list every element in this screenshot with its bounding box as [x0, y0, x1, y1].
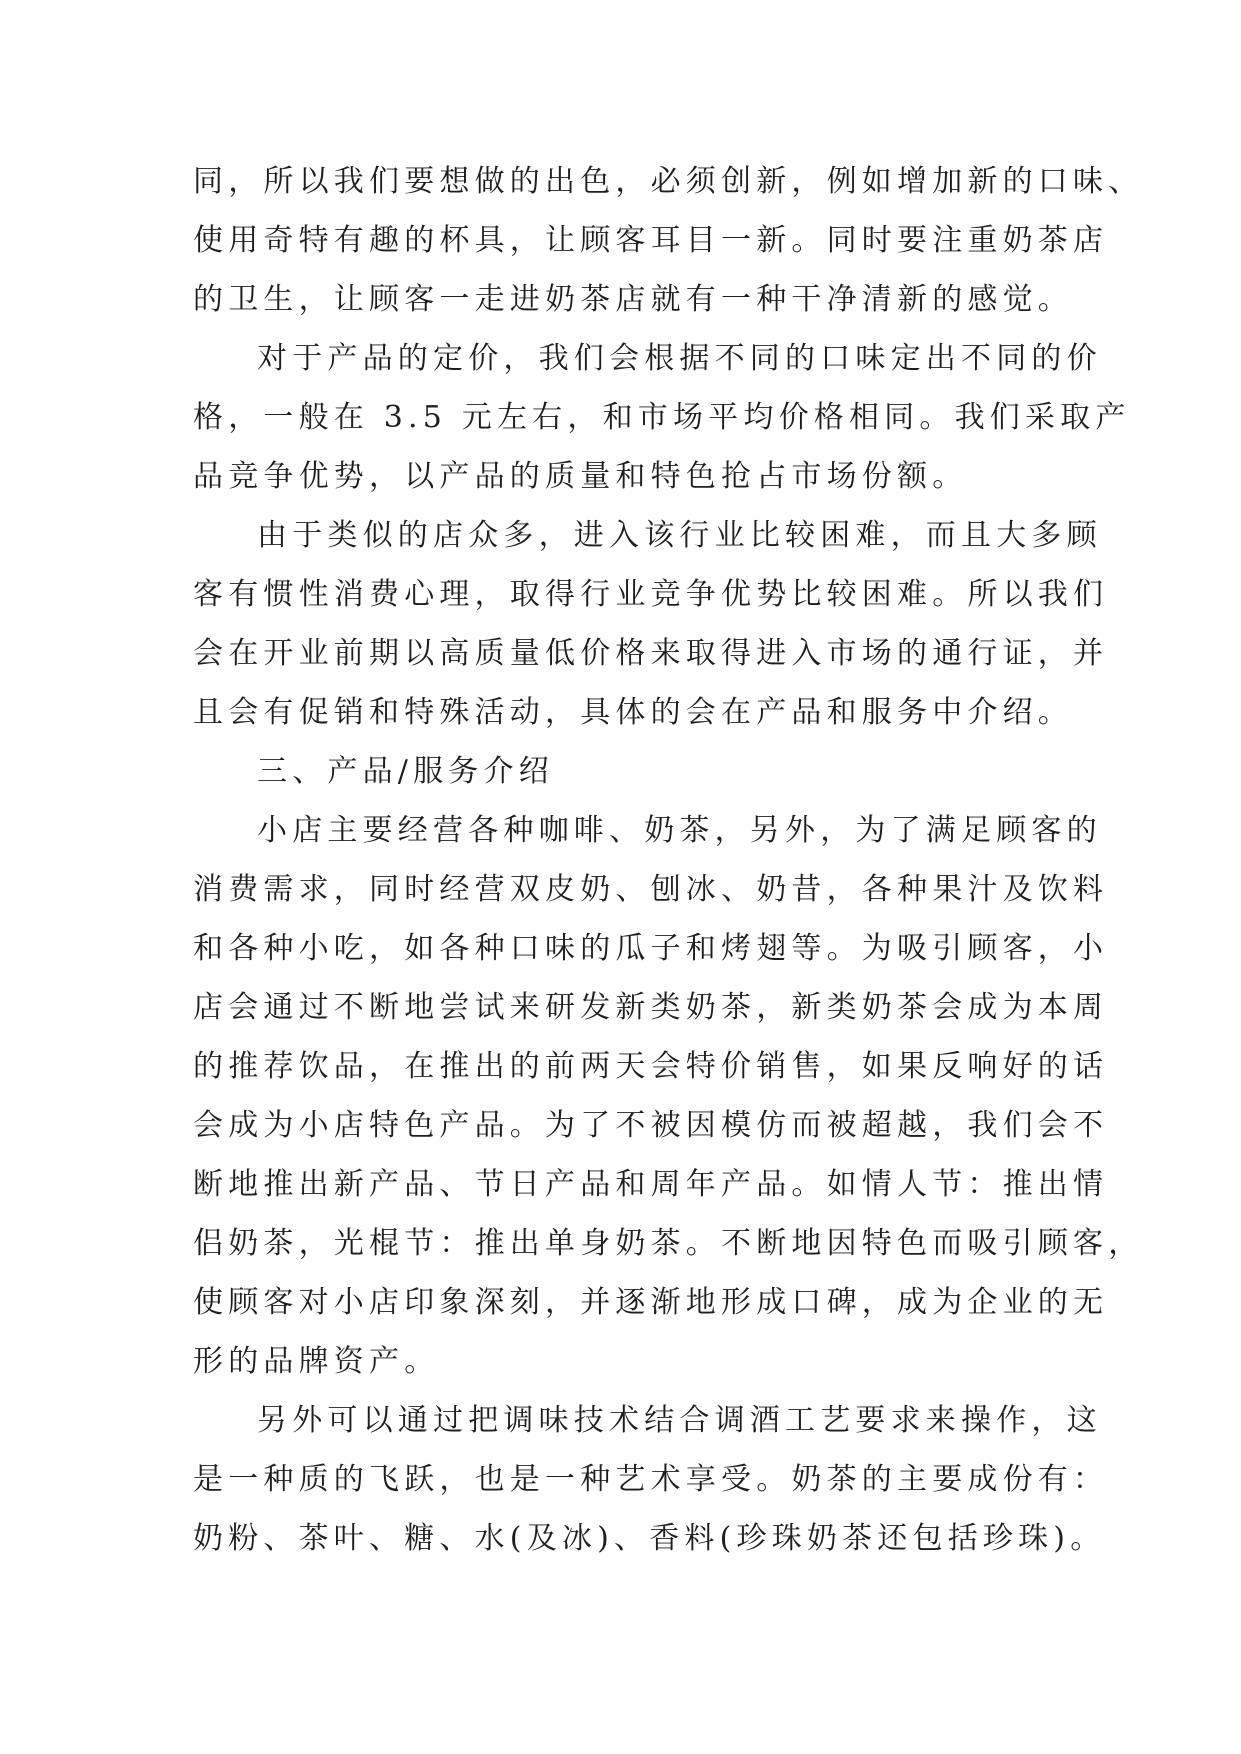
- text-line: 店会通过不断地尝试来研发新类奶茶，新类奶茶会成为本周: [193, 990, 1109, 1025]
- text-line: 会成为小店特色产品。为了不被因模仿而被超越，我们会不: [193, 1108, 1109, 1143]
- text-line: 侣奶茶，光棍节：推出单身奶茶。不断地因特色而吸引顾客，: [193, 1226, 1144, 1261]
- text-line: 形的品牌资产。: [193, 1344, 440, 1379]
- text-line: 和各种小吃，如各种口味的瓜子和烤翅等。为吸引顾客，小: [193, 931, 1109, 966]
- paragraph-first-line: 由于类似的店众多，进入该行业比较困难，而且大多顾: [257, 518, 1102, 553]
- text-line: 会在开业前期以高质量低价格来取得进入市场的通行证，并: [193, 636, 1109, 671]
- text-line: 奶粉、茶叶、糖、水(及冰)、香料(珍珠奶茶还包括珍珠)。: [193, 1521, 1106, 1556]
- text-line: 使用奇特有趣的杯具，让顾客耳目一新。同时要注重奶茶店: [193, 223, 1109, 258]
- paragraph-first-line: 对于产品的定价，我们会根据不同的口味定出不同的价: [257, 341, 1102, 376]
- text-line: 客有惯性消费心理，取得行业竞争优势比较困难。所以我们: [193, 577, 1109, 612]
- paragraph-first-line: 另外可以通过把调味技术结合调酒工艺要求来操作，这: [257, 1403, 1102, 1438]
- text-line: 消费需求，同时经营双皮奶、刨冰、奶昔，各种果汁及饮料: [193, 872, 1109, 907]
- paragraph-first-line: 小店主要经营各种咖啡、奶茶，另外，为了满足顾客的: [257, 813, 1102, 848]
- text-line: 使顾客对小店印象深刻，并逐渐地形成口碑，成为企业的无: [193, 1285, 1109, 1320]
- text-line: 断地推出新产品、节日产品和周年产品。如情人节：推出情: [193, 1167, 1109, 1202]
- text-line: 且会有促销和特殊活动，具体的会在产品和服务中介绍。: [193, 695, 1073, 730]
- text-line: 是一种质的飞跃，也是一种艺术享受。奶茶的主要成份有：: [193, 1462, 1109, 1497]
- text-line: 品竞争优势，以产品的质量和特色抢占市场份额。: [193, 459, 968, 494]
- text-line: 格，一般在 3.5 元左右，和市场平均价格相同。我们采取产: [193, 400, 1131, 435]
- text-line: 同，所以我们要想做的出色，必须创新，例如增加新的口味、: [193, 164, 1144, 199]
- text-line: 的卫生，让顾客一走进奶茶店就有一种干净清新的感觉。: [193, 282, 1073, 317]
- document-body: [193, 152, 1144, 1568]
- section-heading: 三、产品/服务介绍: [257, 754, 554, 789]
- text-line: 的推荐饮品，在推出的前两天会特价销售，如果反响好的话: [193, 1049, 1109, 1084]
